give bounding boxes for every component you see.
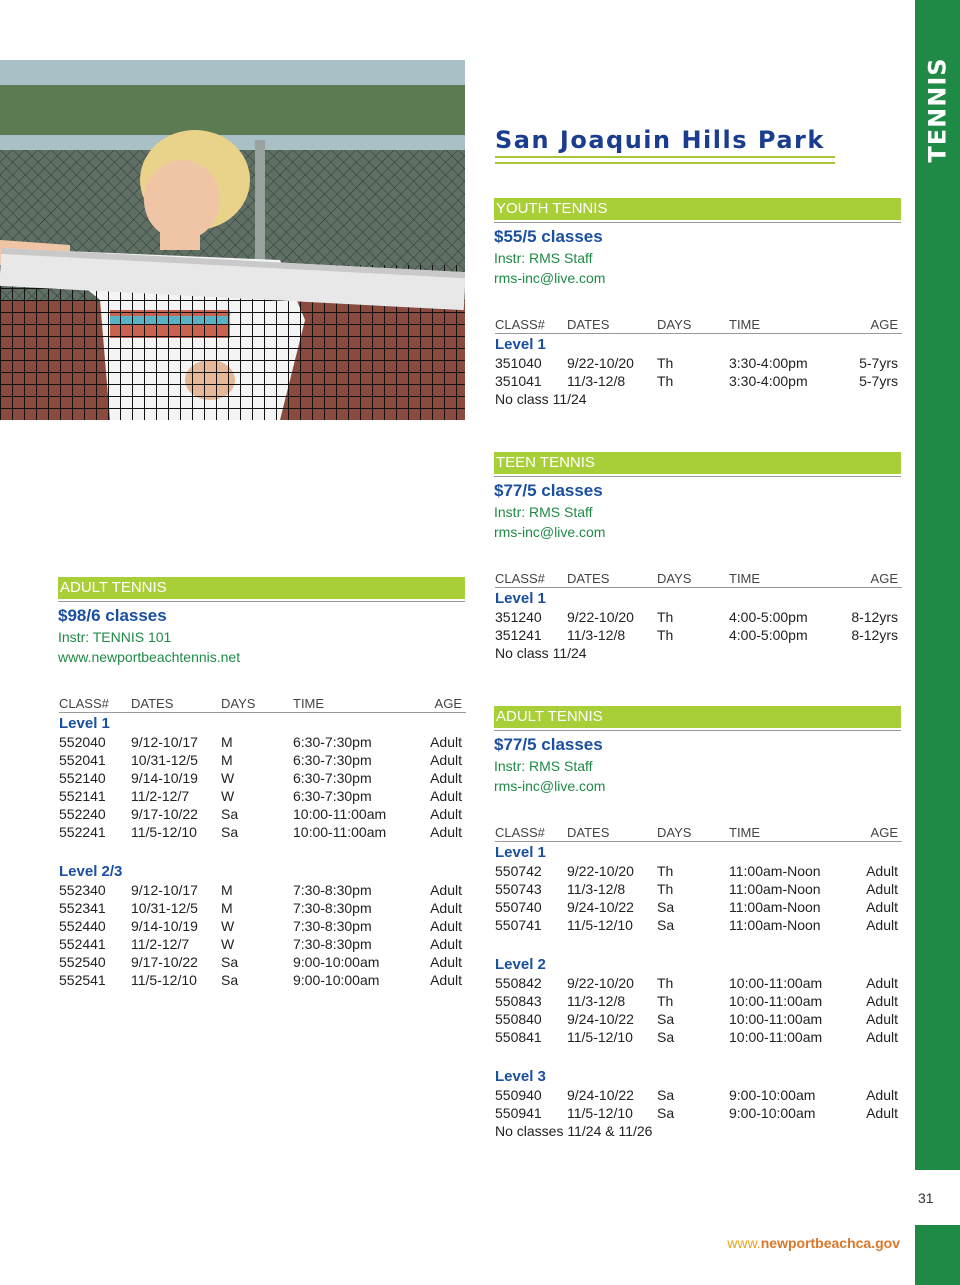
class-days: Sa xyxy=(657,917,675,933)
class-days: Sa xyxy=(657,899,675,915)
class-dates: 9/12-10/17 xyxy=(131,882,198,898)
side-label: TENNIS xyxy=(923,57,952,163)
class-age: Adult xyxy=(430,972,462,988)
class-age: Adult xyxy=(866,993,898,1009)
footer-url-prefix: www. xyxy=(727,1235,761,1251)
schedule-note: No class 11/24 xyxy=(495,391,587,407)
instructor: Instr: RMS Staff xyxy=(494,250,593,266)
col-dates: DATES xyxy=(131,696,174,711)
class-days: Sa xyxy=(221,972,239,988)
class-time: 10:00-11:00am xyxy=(293,824,387,840)
table-row xyxy=(59,917,466,935)
footer-url-domain: newportbeachca.gov xyxy=(760,1235,900,1251)
class-age: Adult xyxy=(866,975,898,991)
class-dates: 11/5-12/10 xyxy=(567,917,633,933)
class-dates: 11/5-12/10 xyxy=(131,972,197,988)
col-time: TIME xyxy=(729,571,761,586)
class-time: 6:30-7:30pm xyxy=(293,752,372,768)
youth-class-table xyxy=(495,317,902,408)
class-number: 552441 xyxy=(59,936,106,952)
section-divider xyxy=(58,601,465,602)
class-days: Sa xyxy=(221,954,239,970)
col-time: TIME xyxy=(293,696,325,711)
class-number: 552140 xyxy=(59,770,106,786)
spacer xyxy=(495,1046,902,1066)
side-band-bottom xyxy=(915,1225,960,1285)
class-number: 552040 xyxy=(59,734,106,750)
class-days: Th xyxy=(657,993,674,1009)
class-dates: 10/31-12/5 xyxy=(131,900,198,916)
level-label: Level 1 xyxy=(495,590,546,607)
schedule-note: No classes 11/24 & 11/26 xyxy=(495,1123,653,1139)
class-dates: 9/17-10/22 xyxy=(131,954,198,970)
class-dates: 9/24-10/22 xyxy=(567,1011,634,1027)
adult-tennis-section-left xyxy=(58,577,465,667)
class-time: 3:30-4:00pm xyxy=(729,373,808,389)
section-header: YOUTH TENNIS xyxy=(494,198,901,220)
class-age: Adult xyxy=(866,881,898,897)
table-row xyxy=(495,1086,902,1104)
class-dates: 9/22-10/20 xyxy=(567,609,634,625)
class-time: 7:30-8:30pm xyxy=(293,918,372,934)
class-time: 10:00-11:00am xyxy=(293,806,387,822)
class-days: Sa xyxy=(657,1029,675,1045)
class-time: 3:30-4:00pm xyxy=(729,355,808,371)
table-row xyxy=(59,787,466,805)
col-class: CLASS# xyxy=(59,696,109,711)
class-age: 5-7yrs xyxy=(859,373,898,389)
class-age: Adult xyxy=(430,770,462,786)
class-number: 552340 xyxy=(59,882,106,898)
class-time: 7:30-8:30pm xyxy=(293,882,372,898)
class-dates: 9/22-10/20 xyxy=(567,863,634,879)
class-number: 552341 xyxy=(59,900,106,916)
tennis-photo xyxy=(0,60,465,420)
table-row xyxy=(495,1010,902,1028)
price: $98/6 classes xyxy=(58,606,167,625)
table-row xyxy=(495,608,902,626)
youth-tennis-section xyxy=(494,198,901,288)
title-rule xyxy=(495,156,835,158)
table-row xyxy=(495,372,902,390)
price: $77/5 classes xyxy=(494,481,603,500)
section-header: TEEN TENNIS xyxy=(494,452,901,474)
col-age: AGE xyxy=(870,571,898,586)
class-age: Adult xyxy=(866,863,898,879)
class-time: 7:30-8:30pm xyxy=(293,936,372,952)
table-row xyxy=(59,971,466,989)
class-number: 552041 xyxy=(59,752,106,768)
contact-website[interactable]: www.newportbeachtennis.net xyxy=(58,649,241,665)
level-label: Level 1 xyxy=(59,715,110,732)
class-dates: 11/3-12/8 xyxy=(567,993,626,1009)
col-time: TIME xyxy=(729,825,761,840)
instructor: Instr: RMS Staff xyxy=(494,504,593,520)
table-row xyxy=(495,1028,902,1046)
class-days: Sa xyxy=(657,1105,675,1121)
class-number: 550841 xyxy=(495,1029,542,1045)
class-days: Sa xyxy=(221,806,239,822)
class-dates: 11/2-12/7 xyxy=(131,788,190,804)
class-age: Adult xyxy=(430,936,462,952)
class-number: 351041 xyxy=(495,373,542,389)
section-divider xyxy=(494,730,901,731)
class-dates: 9/22-10/20 xyxy=(567,975,634,991)
col-age: AGE xyxy=(870,825,898,840)
class-time: 4:00-5:00pm xyxy=(729,609,808,625)
class-days: W xyxy=(221,770,235,786)
class-time: 9:00-10:00am xyxy=(293,954,380,970)
instructor: Instr: RMS Staff xyxy=(494,758,593,774)
table-row xyxy=(59,823,466,841)
class-dates: 11/5-12/10 xyxy=(567,1029,633,1045)
col-age: AGE xyxy=(434,696,462,711)
class-age: Adult xyxy=(430,918,462,934)
class-age: Adult xyxy=(430,734,462,750)
class-age: 8-12yrs xyxy=(851,627,898,643)
class-number: 550742 xyxy=(495,863,542,879)
class-time: 11:00am-Noon xyxy=(729,899,821,915)
class-age: Adult xyxy=(866,1087,898,1103)
class-days: M xyxy=(221,752,233,768)
table-row xyxy=(495,354,902,372)
table-header xyxy=(59,696,466,713)
col-days: DAYS xyxy=(657,825,692,840)
class-number: 550940 xyxy=(495,1087,542,1103)
table-row xyxy=(495,974,902,992)
teen-class-table xyxy=(495,571,902,662)
class-age: Adult xyxy=(866,1029,898,1045)
class-time: 9:00-10:00am xyxy=(293,972,380,988)
class-time: 6:30-7:30pm xyxy=(293,770,372,786)
class-number: 552440 xyxy=(59,918,106,934)
class-number: 550741 xyxy=(495,917,542,933)
class-time: 10:00-11:00am xyxy=(729,993,823,1009)
class-days: M xyxy=(221,734,233,750)
col-days: DAYS xyxy=(657,317,692,332)
class-days: W xyxy=(221,936,235,952)
class-dates: 9/14-10/19 xyxy=(131,770,198,786)
col-class: CLASS# xyxy=(495,317,545,332)
class-age: 8-12yrs xyxy=(851,609,898,625)
schedule-note: No class 11/24 xyxy=(495,645,587,661)
class-age: Adult xyxy=(430,900,462,916)
table-row xyxy=(495,862,902,880)
table-row xyxy=(495,626,902,644)
class-time: 7:30-8:30pm xyxy=(293,900,372,916)
class-age: Adult xyxy=(430,806,462,822)
class-age: 5-7yrs xyxy=(859,355,898,371)
table-row xyxy=(59,899,466,917)
page-number: 31 xyxy=(918,1190,934,1206)
contact-email[interactable]: rms-inc@live.com xyxy=(494,270,606,286)
class-number: 550941 xyxy=(495,1105,542,1121)
table-header xyxy=(495,825,902,842)
class-time: 6:30-7:30pm xyxy=(293,788,372,804)
class-time: 11:00am-Noon xyxy=(729,863,821,879)
contact-email[interactable]: rms-inc@live.com xyxy=(494,778,606,794)
class-days: W xyxy=(221,918,235,934)
class-number: 552541 xyxy=(59,972,106,988)
class-dates: 9/24-10/22 xyxy=(567,899,634,915)
class-days: Th xyxy=(657,627,674,643)
class-time: 9:00-10:00am xyxy=(729,1105,816,1121)
section-divider xyxy=(494,222,901,223)
class-days: Sa xyxy=(221,824,239,840)
class-days: M xyxy=(221,900,233,916)
class-number: 550840 xyxy=(495,1011,542,1027)
class-number: 552141 xyxy=(59,788,106,804)
adult-left-class-table xyxy=(59,696,466,989)
class-days: Th xyxy=(657,355,674,371)
class-number: 351241 xyxy=(495,627,542,643)
table-row xyxy=(495,916,902,934)
table-row xyxy=(59,953,466,971)
spacer xyxy=(495,934,902,954)
table-row xyxy=(495,992,902,1010)
class-days: Th xyxy=(657,863,674,879)
class-days: Th xyxy=(657,975,674,991)
section-header: ADULT TENNIS xyxy=(58,577,465,599)
class-time: 10:00-11:00am xyxy=(729,975,823,991)
table-row xyxy=(59,733,466,751)
class-dates: 11/3-12/8 xyxy=(567,881,626,897)
class-days: Th xyxy=(657,881,674,897)
table-row xyxy=(495,880,902,898)
col-days: DAYS xyxy=(221,696,256,711)
class-number: 351040 xyxy=(495,355,542,371)
section-divider xyxy=(494,476,901,477)
section-header: ADULT TENNIS xyxy=(494,706,901,728)
class-dates: 9/24-10/22 xyxy=(567,1087,634,1103)
table-row xyxy=(495,1104,902,1122)
class-dates: 9/12-10/17 xyxy=(131,734,198,750)
side-band xyxy=(915,0,960,1170)
spacer xyxy=(59,841,466,861)
col-dates: DATES xyxy=(567,571,610,586)
class-dates: 11/3-12/8 xyxy=(567,627,626,643)
adult-tennis-section-right xyxy=(494,706,901,796)
col-dates: DATES xyxy=(567,825,610,840)
table-row xyxy=(59,769,466,787)
class-age: Adult xyxy=(430,882,462,898)
table-row xyxy=(59,805,466,823)
park-title: San Joaquin Hills Park xyxy=(495,126,825,154)
col-days: DAYS xyxy=(657,571,692,586)
class-age: Adult xyxy=(866,1011,898,1027)
class-days: W xyxy=(221,788,235,804)
price: $55/5 classes xyxy=(494,227,603,246)
class-dates: 9/14-10/19 xyxy=(131,918,198,934)
class-dates: 11/5-12/10 xyxy=(131,824,197,840)
table-header xyxy=(495,317,902,334)
col-age: AGE xyxy=(870,317,898,332)
table-row xyxy=(59,935,466,953)
class-days: M xyxy=(221,882,233,898)
class-age: Adult xyxy=(866,899,898,915)
contact-email[interactable]: rms-inc@live.com xyxy=(494,524,606,540)
level-label: Level 3 xyxy=(495,1068,546,1085)
class-number: 552241 xyxy=(59,824,106,840)
class-time: 9:00-10:00am xyxy=(729,1087,816,1103)
class-time: 4:00-5:00pm xyxy=(729,627,808,643)
class-time: 11:00am-Noon xyxy=(729,917,821,933)
title-rule xyxy=(495,162,835,164)
col-class: CLASS# xyxy=(495,825,545,840)
class-days: Sa xyxy=(657,1087,675,1103)
class-dates: 11/2-12/7 xyxy=(131,936,190,952)
col-class: CLASS# xyxy=(495,571,545,586)
level-label: Level 2/3 xyxy=(59,863,123,880)
class-days: Th xyxy=(657,609,674,625)
table-row xyxy=(495,898,902,916)
class-number: 351240 xyxy=(495,609,542,625)
adult-right-class-table xyxy=(495,825,902,1140)
class-age: Adult xyxy=(866,1105,898,1121)
class-number: 552540 xyxy=(59,954,106,970)
col-time: TIME xyxy=(729,317,761,332)
level-label: Level 1 xyxy=(495,844,546,861)
class-time: 6:30-7:30pm xyxy=(293,734,372,750)
class-age: Adult xyxy=(430,954,462,970)
class-dates: 9/22-10/20 xyxy=(567,355,634,371)
table-row xyxy=(59,881,466,899)
class-age: Adult xyxy=(430,824,462,840)
class-time: 10:00-11:00am xyxy=(729,1011,823,1027)
class-dates: 9/17-10/22 xyxy=(131,806,198,822)
class-number: 550843 xyxy=(495,993,542,1009)
class-number: 550842 xyxy=(495,975,542,991)
price: $77/5 classes xyxy=(494,735,603,754)
class-dates: 10/31-12/5 xyxy=(131,752,198,768)
level-label: Level 1 xyxy=(495,336,546,353)
instructor: Instr: TENNIS 101 xyxy=(58,629,172,645)
class-time: 11:00am-Noon xyxy=(729,881,821,897)
class-age: Adult xyxy=(866,917,898,933)
class-age: Adult xyxy=(430,788,462,804)
col-dates: DATES xyxy=(567,317,610,332)
class-days: Th xyxy=(657,373,674,389)
class-number: 550740 xyxy=(495,899,542,915)
table-row xyxy=(59,751,466,769)
footer-website-link[interactable] xyxy=(727,1235,900,1251)
class-dates: 11/5-12/10 xyxy=(567,1105,633,1121)
class-number: 552240 xyxy=(59,806,106,822)
table-header xyxy=(495,571,902,588)
teen-tennis-section xyxy=(494,452,901,542)
class-days: Sa xyxy=(657,1011,675,1027)
class-number: 550743 xyxy=(495,881,542,897)
level-label: Level 2 xyxy=(495,956,546,973)
class-dates: 11/3-12/8 xyxy=(567,373,626,389)
class-age: Adult xyxy=(430,752,462,768)
class-time: 10:00-11:00am xyxy=(729,1029,823,1045)
